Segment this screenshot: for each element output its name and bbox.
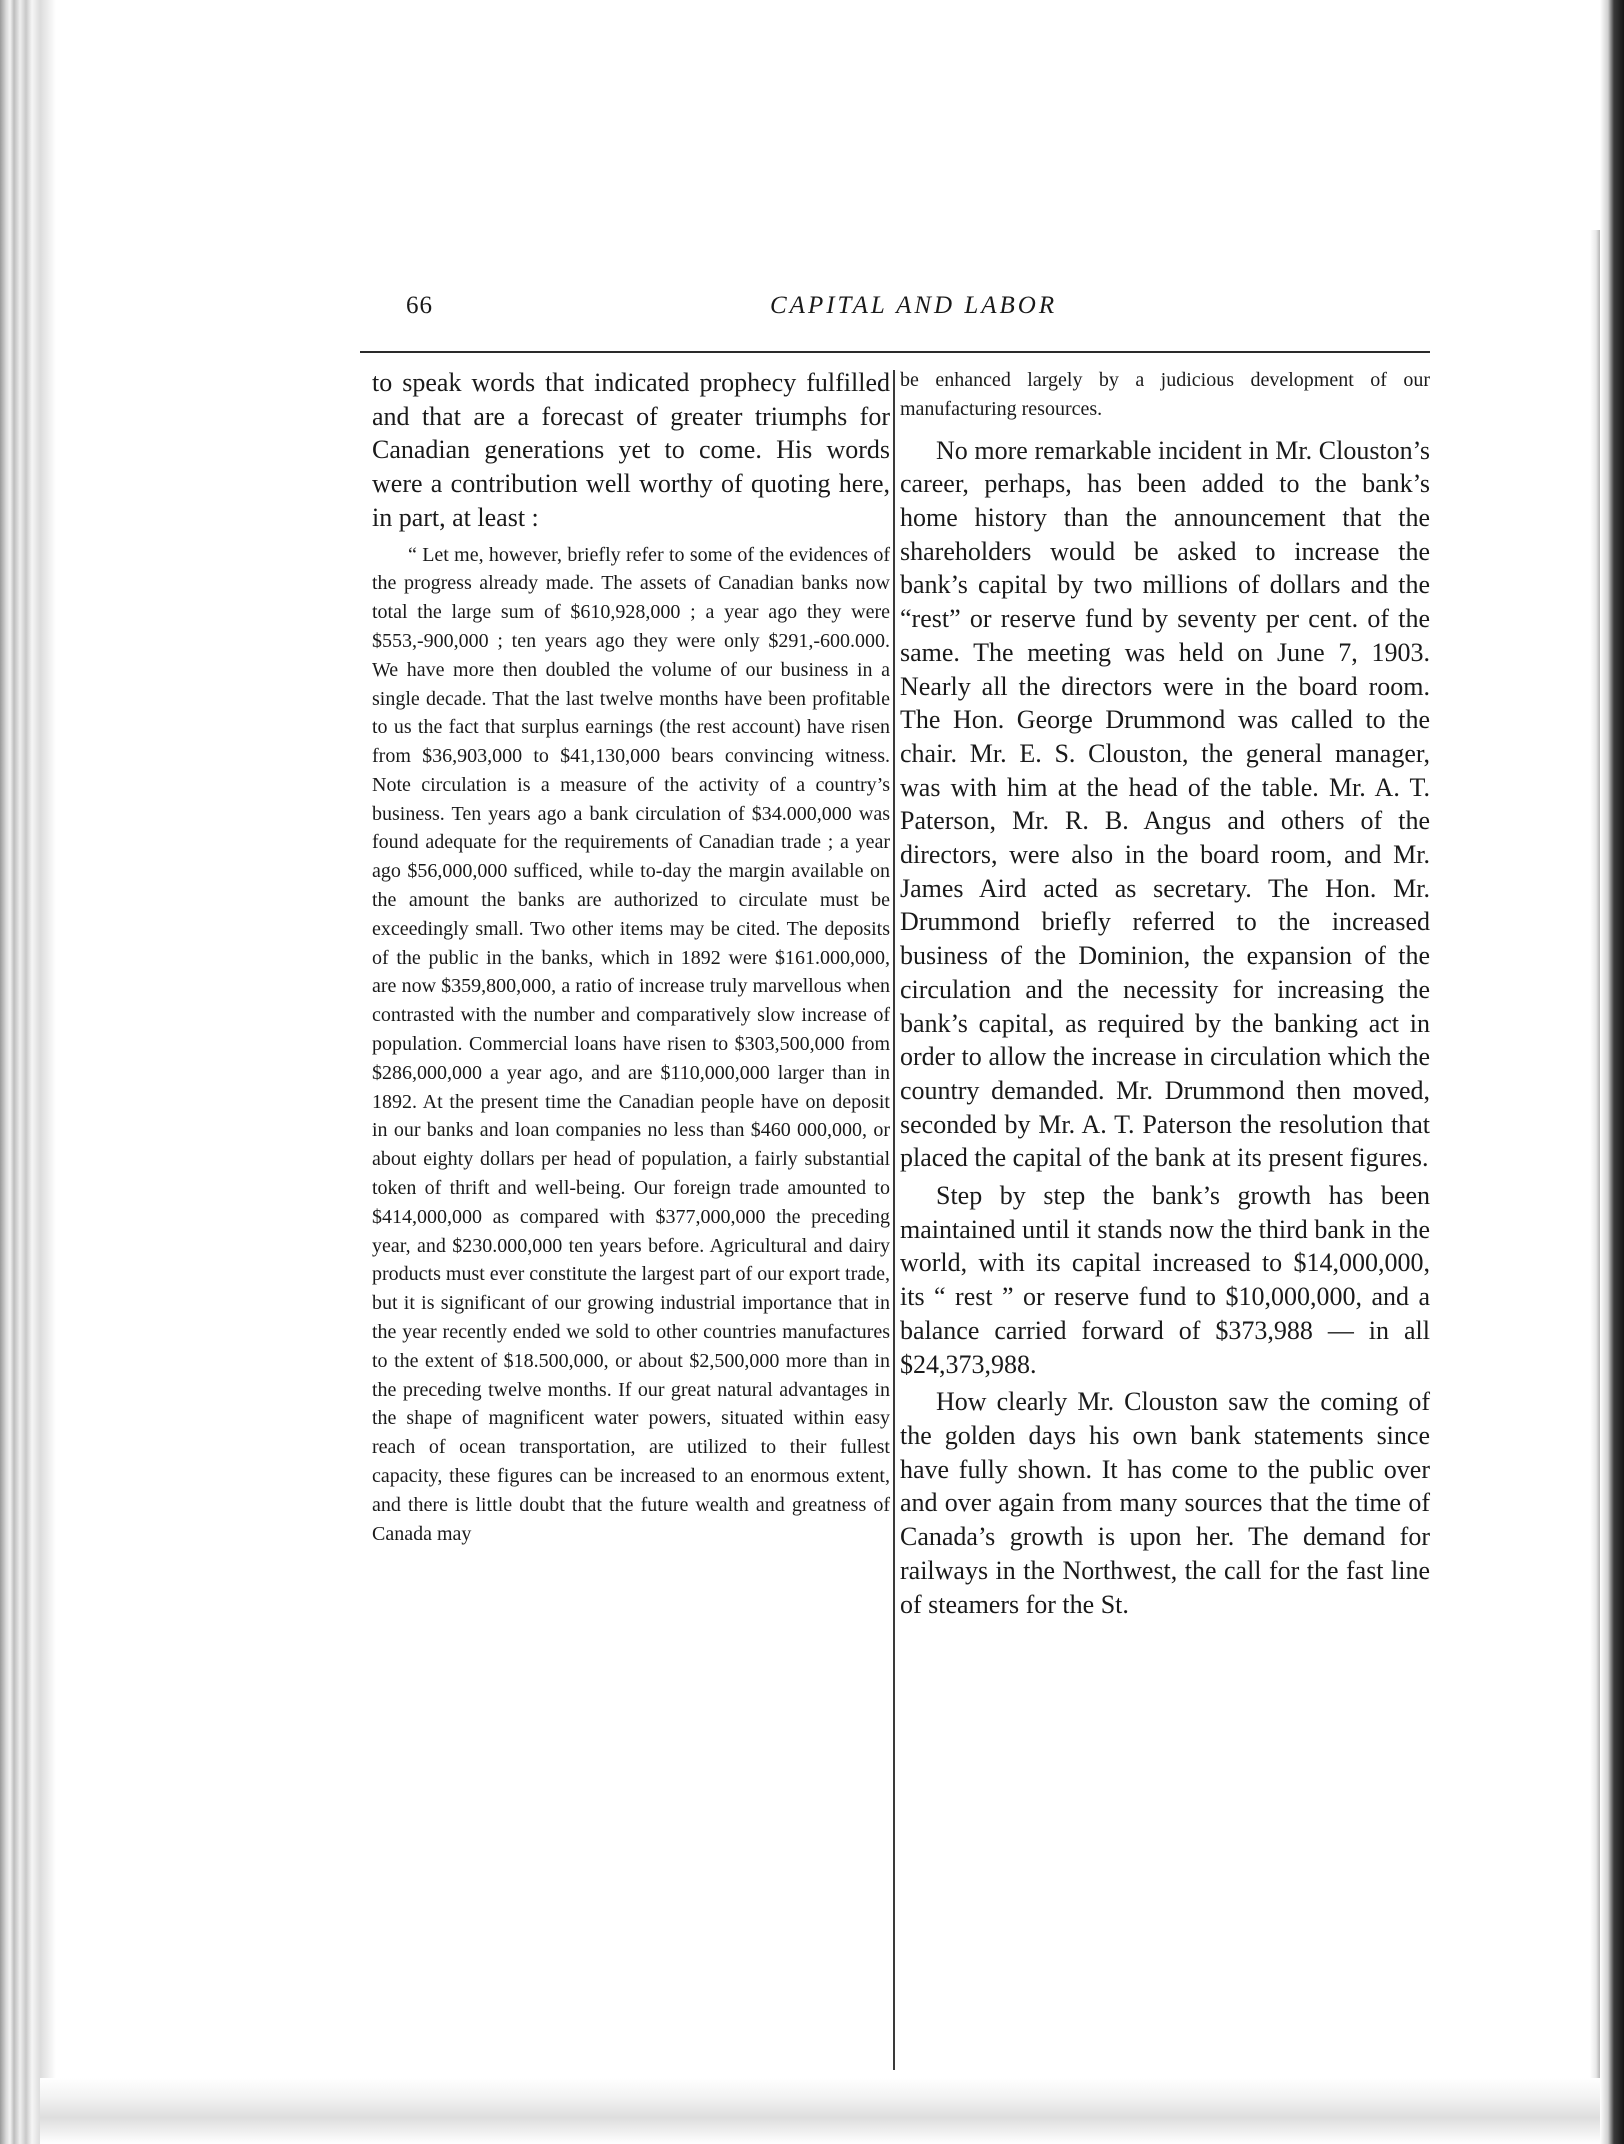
header-rule: [360, 351, 1430, 353]
running-head: CAPITAL AND LABOR: [770, 292, 1058, 319]
page-bottom-edge: [40, 2078, 1600, 2144]
paragraph-meeting: No more remarkable incident in Mr. Clouston’s career, perhaps, has been added to the bank’s home history than the announcement that the shareholders would be asked to increase the bank’s capital by two millions of dollars and the “rest” or reserve fund by seventy per cent. of the same. The meeting was held on June 7, 1903. Nearly all the directors were in the board room. The Hon. George Drummond was called to the chair. Mr. E. S. Clouston, the general manager, was with him at the head of the table. Mr. A. T. Paterson, Mr. R. B. Angus and others of the directors, were also in the board room, and Mr. James Aird acted as secretary. The Hon. Mr. Drummond briefly referred to the increased business of the Dominion, the expansion of the circulation and the necessity for increasing the bank’s capital, as required by the banking act in order to allow the increase in circulation which the country demanded. Mr. Drummond then moved, seconded by Mr. A. T. Paterson the resolution that placed the capital of the bank at its present figures.: [900, 435, 1430, 1173]
quote-continuation: be enhanced largely by a judicious development of our manufacturing resources.: [900, 369, 1430, 420]
right-column: [900, 366, 1430, 1621]
column-divider: [893, 370, 895, 2070]
book-right-edge: [1600, 0, 1624, 2144]
page-edge-ridge: [1590, 230, 1600, 2140]
quoted-speech: “ Let me, however, briefly refer to some of the evidences of the progress already made. The assets of Canadian banks now total the large sum of $610,928,000 ; a year ago they were $553,-900,000 ; ten years ago they were only $291,-600.000. We have more then doubled the volume of our business in a single decade. That the last twelve months have been profitable to us the fact that surplus earnings (the rest account) have risen from $36,903,000 to $41,130,000 bears convincing witness. Note circulation is a measure of the activity of a country’s business. Ten years ago a bank circulation of $34.000,000 was found adequate for the requirements of Canadian trade ; a year ago $56,000,000 sufficed, while to-day the margin available on the amount the banks are authorized to circulate must be exceedingly small. Two other items may be cited. The deposits of the public in the banks, which in 1892 were $161.000,000, are now $359,800,000, a ratio of increase truly marvellous when contrasted with the number and comparatively slow increase of population. Commercial loans have risen to $303,500,000 from $286,000,000 a year ago, and are $110,000,000 larger than in 1892. At the present time the Canadian people have on deposit in our banks and loan companies no less than $460 000,000, or about eighty dollars per head of population, a fairly substantial token of thrift and well-being. Our foreign trade amounted to $414,000,000 as compared with $377,000,000 the preceding year, and $230.000,000 ten years before. Agricultural and dairy products must ever constitute the largest part of our export trade, but it is significant of our growing industrial importance that in the year recently ended we sold to other countries manufactures to the extent of $18.500,000, or about $2,500,000 more than in the preceding twelve months. If our great natural advantages in the shape of magnificent water powers, situated within easy reach of ocean transportation, are utilized to their fullest capacity, these figures can be increased to an enormous extent, and there is little doubt that the future wealth and greatness of Canada may: [372, 543, 890, 1545]
book-gutter-edge: [0, 0, 70, 2144]
page-header: [360, 292, 1430, 342]
paragraph-growth: Step by step the bank’s growth has been maintained until it stands now the third bank in the world, with its capital increased to $14,000,000, its “ rest ” or reserve fund to $10,000,000, and a balance carried forward of $373,988 — in all $24,373,988.: [900, 1181, 1430, 1379]
paragraph-clouston: How clearly Mr. Clouston saw the coming of the golden days his own bank statements since have fully shown. It has come to the public over and over again from many sources that the time of Canada’s growth is upon her. The demand for railways in the Northwest, the call for the fast line of steamers for the St.: [900, 1387, 1430, 1619]
page-number: 66: [406, 292, 433, 319]
left-column: [372, 366, 890, 1548]
intro-paragraph: to speak words that indicated prophecy fulfilled and that are a forecast of greater triumphs for Canadian generations yet to come. His words were a contribution well worthy of quoting here, in part, at least :: [372, 368, 890, 532]
